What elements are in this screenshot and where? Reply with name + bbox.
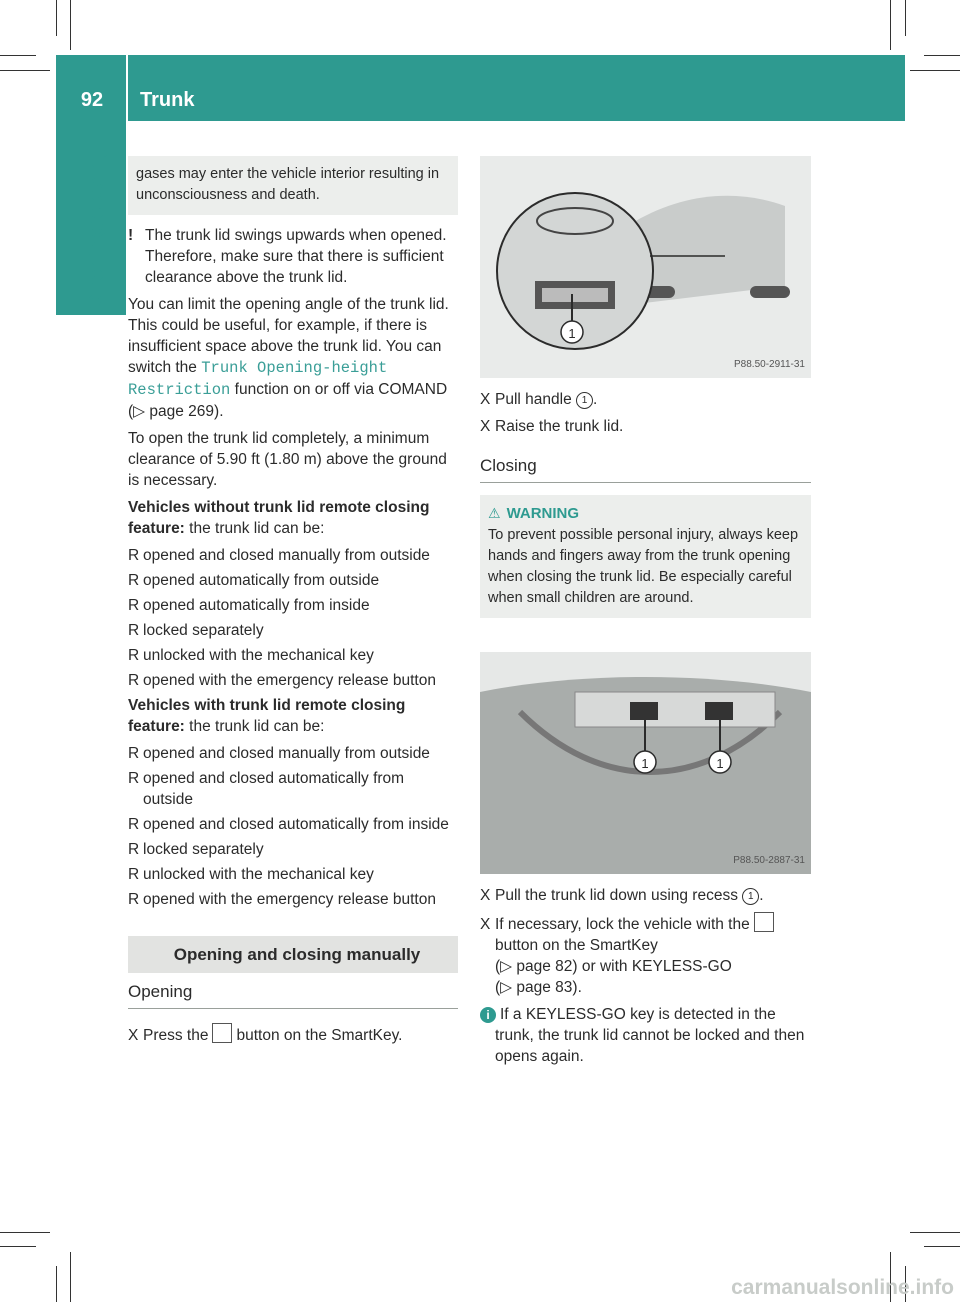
warning-title: WARNING: [506, 505, 580, 522]
bullet-icon: R: [128, 622, 140, 639]
with-heading: [128, 695, 458, 737]
header-separator: [126, 55, 128, 121]
crop-mark: [924, 1246, 960, 1247]
limit-text-2: function on or off via COMAND: [234, 381, 448, 398]
caution-text: The trunk lid swings upwards when opened. Therefore, make sure that there is sufficient clearance above the trunk lid.: [145, 227, 447, 286]
crop-mark: [56, 0, 57, 36]
step-arrow-icon: X: [128, 1027, 139, 1044]
list-item: R opened with the emergency release button: [128, 672, 436, 689]
bullet-icon: R: [128, 891, 140, 908]
bullet-icon: R: [128, 745, 140, 762]
crop-mark: [70, 1252, 71, 1302]
unlock-trunk-key-icon: [212, 1023, 232, 1043]
list-item: R unlocked with the mechanical key: [128, 647, 374, 664]
open-step-2: X Raise the trunk lid.: [480, 418, 624, 435]
limit-paragraph: [128, 294, 458, 422]
bullet-icon: R: [128, 597, 140, 614]
step-arrow-icon: X: [480, 887, 491, 904]
warning-continuation: gases may enter the vehicle interior resulting in unconsciousness and death.: [128, 156, 458, 215]
caution-note: [128, 225, 458, 288]
warning-box: [480, 495, 811, 618]
list-item: R locked separately: [128, 841, 264, 858]
section-title: Trunk: [140, 89, 195, 111]
warning-triangle-icon: ⚠: [488, 505, 501, 521]
open-step-1: X Pull handle 1 .: [480, 391, 598, 408]
with-list: [128, 743, 458, 910]
opening-heading: Opening: [128, 981, 458, 1009]
list-item: R opened and closed automatically from outside: [128, 770, 405, 808]
callout-label: 1: [716, 756, 724, 771]
opening-step: X Press the button on the SmartKey.: [128, 1023, 458, 1046]
crop-mark: [910, 70, 960, 71]
figure-code: P88.50-2911-31: [734, 359, 805, 370]
page-number: 92: [80, 89, 104, 111]
crop-mark: [924, 55, 960, 56]
info-note: i If a KEYLESS-GO key is detected in the trunk, the trunk lid cannot be locked and then opens again.: [480, 1004, 811, 1067]
crop-mark: [890, 0, 891, 50]
crop-mark: [0, 1232, 50, 1233]
without-list: [128, 545, 458, 691]
with-tail: the trunk lid can be:: [189, 718, 325, 735]
right-column: [480, 389, 811, 618]
list-item: R locked separately: [128, 622, 264, 639]
lock-key-icon: [754, 912, 774, 932]
close-step-2: X If necessary, lock the vehicle with thebutton on the SmartKey (▷ page 82) or with KEYLESS-GO (▷ page 83).: [480, 912, 811, 998]
bullet-icon: R: [128, 647, 140, 664]
step-arrow-icon: X: [480, 418, 491, 435]
callout-label: 1: [641, 756, 649, 771]
bullet-icon: R: [128, 672, 140, 689]
callout-label: 1: [568, 326, 576, 341]
clearance-paragraph: To open the trunk lid completely, a minimum clearance of 5.90 ft (1.80 m) above the ground is necessary.: [128, 430, 447, 489]
warning-header: [488, 503, 803, 525]
trunk-handle-illustration: [480, 156, 811, 378]
list-item: R opened and closed automatically from inside: [128, 816, 449, 833]
with-label: Vehicles with trunk lid remote closing feature:: [128, 697, 406, 735]
list-item: R unlocked with the mechanical key: [128, 866, 374, 883]
without-tail: the trunk lid can be:: [189, 520, 325, 537]
info-icon: i: [480, 1007, 496, 1023]
function-name: Trunk Opening-height Restriction: [128, 359, 388, 399]
bullet-icon: R: [128, 770, 140, 787]
callout-1-icon: 1: [576, 392, 593, 409]
figure-trunk-handle: [480, 156, 811, 378]
list-item: R opened automatically from outside: [128, 572, 380, 589]
figure-code: P88.50-2887-31: [733, 855, 805, 866]
crop-mark: [0, 55, 36, 56]
list-item: R opened automatically from inside: [128, 597, 370, 614]
bullet-icon: R: [128, 572, 140, 589]
step-arrow-icon: X: [480, 916, 491, 933]
figure-trunk-recess: [480, 652, 811, 874]
header-bar: [56, 55, 905, 121]
crop-mark: [910, 1232, 960, 1233]
crop-mark: [0, 1246, 36, 1247]
callout-1-icon: 1: [742, 888, 759, 905]
list-item: R opened and closed manually from outside: [128, 745, 430, 762]
list-item: R opened with the emergency release button: [128, 891, 436, 908]
crop-mark: [56, 1266, 57, 1302]
crop-mark: [905, 0, 906, 36]
left-column: [128, 156, 458, 1052]
closing-steps: [480, 885, 811, 1073]
bullet-icon: R: [128, 816, 140, 833]
page-ref: (▷ page 269).: [128, 403, 224, 420]
bullet-icon: R: [128, 841, 140, 858]
close-step-1: X Pull the trunk lid down using recess 1 .: [480, 887, 764, 904]
caution-mark: !: [128, 227, 134, 244]
watermark: carmanualsonline.info: [731, 1276, 954, 1299]
manual-heading: Opening and closing manually: [128, 936, 458, 973]
crop-mark: [0, 70, 50, 71]
bullet-icon: R: [128, 866, 140, 883]
limit-text: You can limit the opening angle of the trunk lid. This could be useful, for example, if there is insufficient space above the trunk lid. You can switch the: [128, 296, 449, 376]
step-arrow-icon: X: [480, 391, 491, 408]
without-label: Vehicles without trunk lid remote closing feature:: [128, 499, 430, 537]
bullet-icon: R: [128, 547, 140, 564]
list-item: R opened and closed manually from outside: [128, 547, 430, 564]
chapter-label: Opening/closing: [85, 145, 108, 310]
without-heading: [128, 497, 458, 539]
closing-heading: Closing: [480, 455, 811, 483]
crop-mark: [70, 0, 71, 50]
warning-text: To prevent possible personal injury, always keep hands and fingers away from the trunk opening when closing the trunk lid. Be especially careful when small children are around.: [488, 527, 799, 606]
